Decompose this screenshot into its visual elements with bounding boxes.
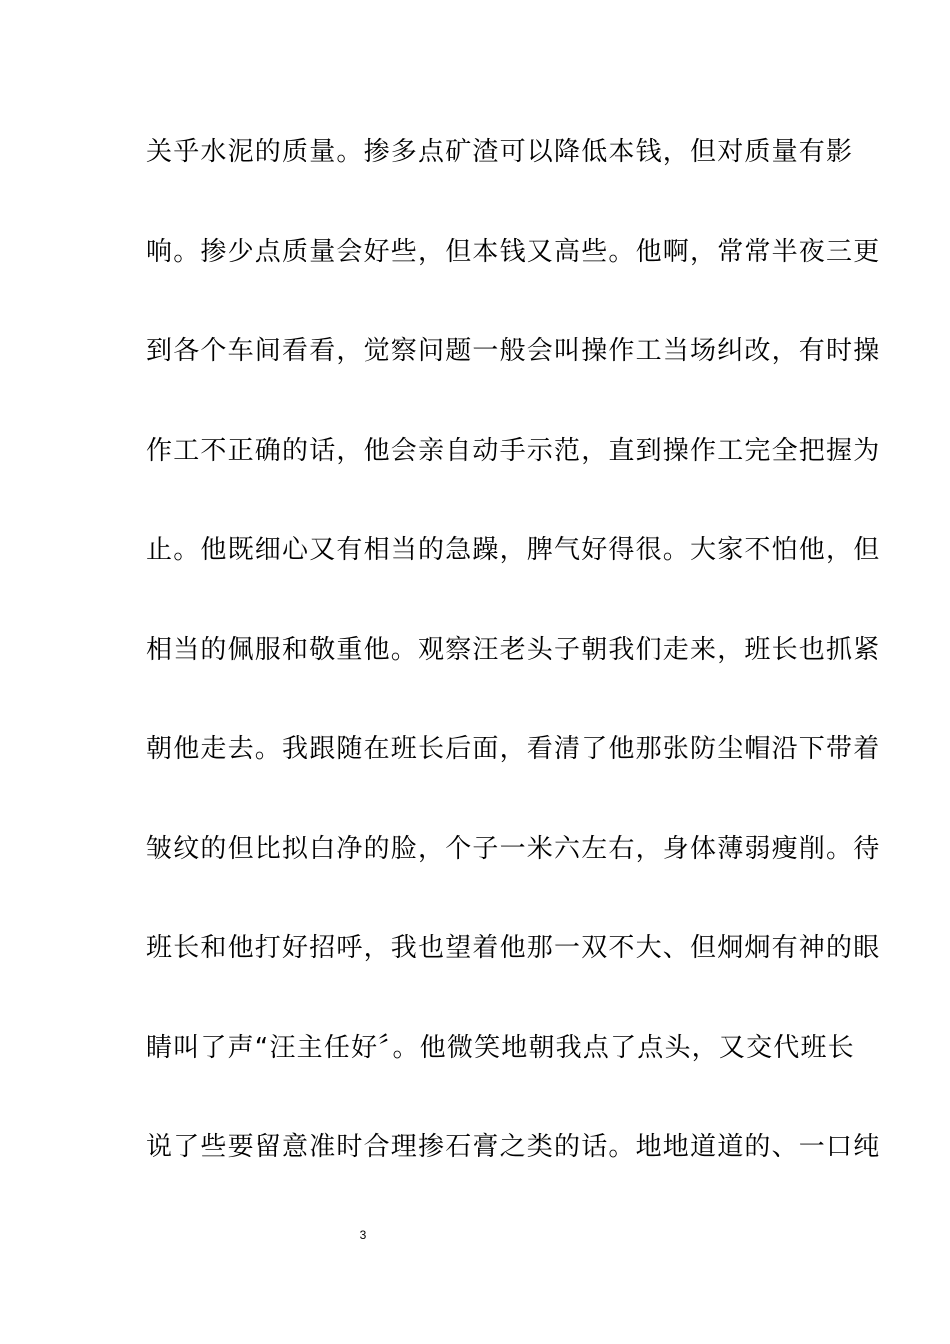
text-line: 响。掺少点质量会好些，但本钱又高些。他啊，常常半夜三更 (146, 236, 881, 267)
text-line: 关乎水泥的质量。掺多点矿渣可以降低本钱，但对质量有影 (146, 137, 854, 167)
body-text (146, 132, 881, 1227)
page-number: 3 (359, 1228, 367, 1242)
text-line: 皱纹的但比拟白净的脸，个子一米六左右，身体薄弱瘦削。待 (146, 833, 881, 864)
text-line: 说了些要留意准时合理掺石膏之类的话。地地道道的、一口纯 (146, 1132, 881, 1162)
text-line: 作工不正确的话，他会亲自动手示范，直到操作工完全把握为 (146, 435, 881, 466)
text-line: 朝他走去。我跟随在班长后面，看清了他那张防尘帽沿下带着 (146, 734, 881, 764)
text-line: 相当的佩服和敬重他。观察汪老头子朝我们走来，班长也抓紧 (146, 634, 881, 665)
text-line: 班长和他打好招呼，我也望着他那一双不大、但炯炯有神的眼 (146, 933, 881, 963)
text-line: 止。他既细心又有相当的急躁，脾气好得很。大家不怕他，但 (146, 535, 881, 565)
text-line: 到各个车间看看，觉察问题一般会叫操作工当场纠改，有时操 (146, 336, 881, 366)
text-line: 睛叫了声“汪主任好〞。他微笑地朝我点了点头，又交代班长 (146, 1032, 855, 1063)
